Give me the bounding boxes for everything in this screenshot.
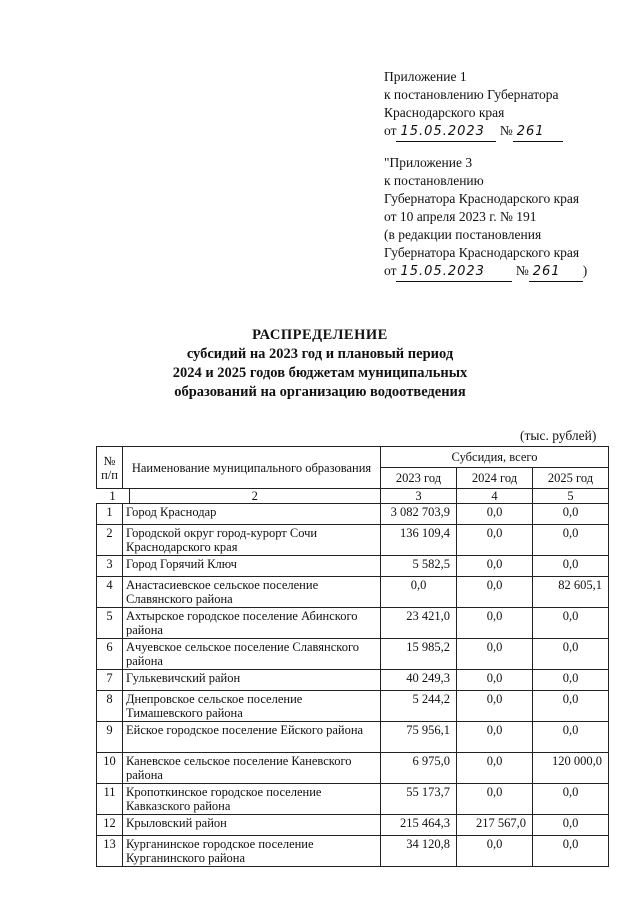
header-year-2023: 2023 год: [381, 468, 457, 489]
appendix-3-line-6: Губернатора Краснодарского края: [384, 245, 580, 260]
row-value-2025: 0,0: [533, 836, 609, 867]
row-value-2024: 0,0: [457, 722, 533, 753]
title-heading: РАСПРЕДЕЛЕНИЕ: [252, 327, 388, 343]
table-row: [97, 836, 609, 867]
appendix-1-line-3: Краснодарского края: [384, 105, 505, 120]
row-municipality: Днепровское сельское поселение Тимашевского района: [123, 691, 381, 722]
row-value-2024: 0,0: [457, 639, 533, 670]
from-label: от: [384, 123, 397, 138]
row-value-2025: 0,0: [533, 722, 609, 753]
index-cell: 2: [251, 489, 258, 503]
row-value-2025: 0,0: [533, 670, 609, 691]
appendix-3-line-5: (в редакции постановления: [384, 227, 542, 242]
closing-paren: ): [582, 263, 588, 278]
row-value-2024: 0,0: [457, 525, 533, 556]
row-value-2025: 82 605,1: [533, 577, 609, 608]
table-row: [97, 525, 609, 556]
table-row: [97, 784, 609, 815]
row-number: 12: [97, 815, 123, 836]
row-municipality: Городской округ город-курорт Сочи Краснодарского края: [123, 525, 381, 556]
row-value-2024: 217 567,0: [457, 815, 533, 836]
row-municipality: Город Горячий Ключ: [123, 556, 381, 577]
row-number: 9: [97, 722, 123, 753]
row-number: 13: [97, 836, 123, 867]
row-value-2025: 0,0: [533, 608, 609, 639]
table-row: [97, 608, 609, 639]
row-number: 11: [97, 784, 123, 815]
row-municipality: Каневское сельское поселение Каневского района: [123, 753, 381, 784]
subsidy-table: [96, 446, 609, 867]
row-value-2025: 0,0: [533, 784, 609, 815]
index-cell: 5: [533, 489, 609, 504]
appendix-3-line-1: "Приложение 3: [384, 155, 473, 170]
table-row: [97, 556, 609, 577]
row-number: 6: [97, 639, 123, 670]
row-number: 8: [97, 691, 123, 722]
row-number: 7: [97, 670, 123, 691]
table-row: [97, 504, 609, 525]
title-line-2: субсидий на 2023 год и плановый период: [186, 346, 454, 362]
appendix-3-block: [384, 154, 587, 282]
table-row: [97, 577, 609, 608]
header-year-2025: 2025 год: [533, 468, 609, 489]
table-row: [97, 691, 609, 722]
header-name: Наименование муниципального образования: [123, 447, 381, 489]
row-value-2024: 0,0: [457, 670, 533, 691]
handwritten-number: 261: [513, 123, 563, 142]
row-value-2024: 0,0: [457, 753, 533, 784]
row-number: 3: [97, 556, 123, 577]
row-municipality: Ачуевское сельское поселение Славянского района: [123, 639, 381, 670]
number-label: №: [499, 123, 513, 138]
row-value-2023: 15 985,2: [381, 639, 457, 670]
row-municipality: Ахтырское городское поселение Абинского района: [123, 608, 381, 639]
row-value-2024: 0,0: [457, 556, 533, 577]
units-label: (тыс. рублей): [520, 428, 597, 443]
row-municipality: Курганинское городское поселение Курганинского района: [123, 836, 381, 867]
row-value-2023: 3 082 703,9: [381, 504, 457, 525]
table-row: [97, 815, 609, 836]
row-value-2023: 55 173,7: [381, 784, 457, 815]
row-number: 1: [97, 504, 123, 525]
row-value-2025: 0,0: [533, 525, 609, 556]
table-row: [97, 722, 609, 753]
index-cell: 4: [457, 489, 533, 504]
row-value-2024: 0,0: [457, 577, 533, 608]
row-value-2023: 0,0: [381, 577, 457, 608]
row-value-2025: 0,0: [533, 639, 609, 670]
row-value-2023: 136 109,4: [381, 525, 457, 556]
title-line-4: образований на организацию водоотведения: [174, 384, 466, 400]
row-number: 4: [97, 577, 123, 608]
row-municipality: Крыловский район: [123, 815, 381, 836]
handwritten-number: 261: [529, 263, 583, 282]
table-row: [97, 753, 609, 784]
row-value-2024: 0,0: [457, 608, 533, 639]
row-municipality: Ейское городское поселение Ейского района: [123, 722, 381, 753]
handwritten-date: 15.05.2023: [396, 123, 496, 142]
row-value-2024: 0,0: [457, 691, 533, 722]
row-value-2025: 0,0: [533, 691, 609, 722]
row-value-2024: 0,0: [457, 836, 533, 867]
row-value-2023: 34 120,8: [381, 836, 457, 867]
document-title: [0, 326, 640, 402]
row-value-2025: 0,0: [533, 556, 609, 577]
appendix-1-line-1: Приложение 1: [384, 69, 467, 84]
row-value-2025: 120 000,0: [533, 753, 609, 784]
row-value-2023: 40 249,3: [381, 670, 457, 691]
header-year-2024: 2024 год: [457, 468, 533, 489]
title-line-3: 2024 и 2025 годов бюджетам муниципальных: [172, 365, 468, 381]
table-row: [97, 670, 609, 691]
appendix-3-line-2: к постановлению: [384, 173, 484, 188]
appendix-3-date-line: [384, 262, 587, 282]
column-index-row: [97, 489, 609, 504]
row-number: 10: [97, 753, 123, 784]
row-value-2023: 5 244,2: [381, 691, 457, 722]
row-municipality: Анастасиевское сельское поселение Славянского района: [123, 577, 381, 608]
row-value-2023: 6 975,0: [381, 753, 457, 784]
row-value-2023: 215 464,3: [381, 815, 457, 836]
handwritten-date: 15.05.2023: [396, 263, 512, 282]
index-cell: 1: [97, 489, 130, 503]
row-municipality: Кропоткинское городское поселение Кавказского района: [123, 784, 381, 815]
appendix-3-line-4: от 10 апреля 2023 г. № 191: [384, 209, 537, 224]
row-municipality: Гулькевичский район: [123, 670, 381, 691]
appendix-1-date-line: [384, 122, 563, 142]
row-value-2025: 0,0: [533, 815, 609, 836]
row-value-2025: 0,0: [533, 504, 609, 525]
number-label: №: [515, 263, 529, 278]
table-row: [97, 639, 609, 670]
row-value-2023: 5 582,5: [381, 556, 457, 577]
appendix-3-line-3: Губернатора Краснодарского края: [384, 191, 580, 206]
from-label: от: [384, 263, 397, 278]
row-municipality: Город Краснодар: [123, 504, 381, 525]
row-value-2024: 0,0: [457, 784, 533, 815]
row-value-2024: 0,0: [457, 504, 533, 525]
header-subsidy-total: Субсидия, всего: [381, 447, 609, 468]
row-value-2023: 75 956,1: [381, 722, 457, 753]
appendix-1-block: [384, 68, 563, 142]
header-number: № п/п: [97, 447, 123, 489]
appendix-1-line-2: к постановлению Губернатора: [384, 87, 559, 102]
row-value-2023: 23 421,0: [381, 608, 457, 639]
row-number: 5: [97, 608, 123, 639]
index-cell: 3: [381, 489, 457, 504]
row-number: 2: [97, 525, 123, 556]
